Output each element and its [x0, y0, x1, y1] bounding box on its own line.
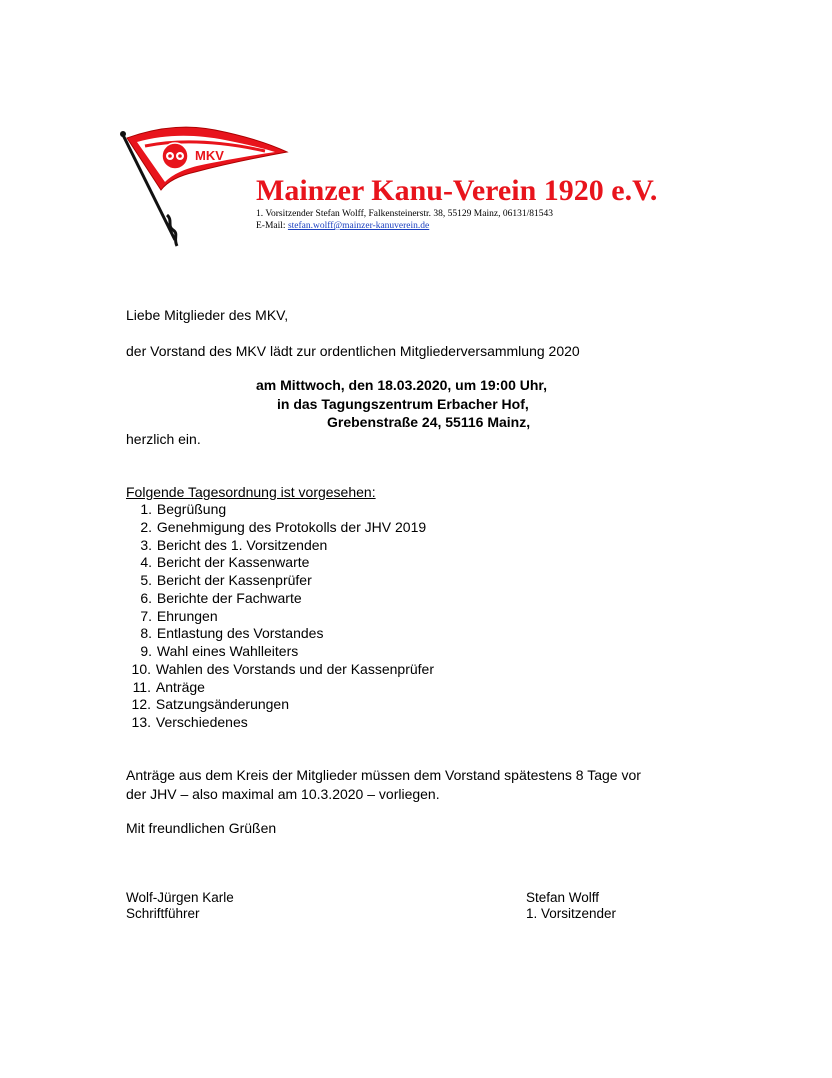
- greeting: Liebe Mitglieder des MKV,: [126, 307, 289, 323]
- agenda-item-number: 4.: [140, 554, 152, 571]
- agenda-item-number: 12.: [131, 696, 151, 713]
- agenda-item-text: Begrüßung: [156, 501, 227, 517]
- agenda-item-text: Bericht der Kassenwarte: [156, 554, 310, 571]
- list-item: [126, 714, 626, 732]
- list-item: [126, 554, 626, 572]
- list-item: [126, 696, 626, 714]
- list-item: [126, 519, 626, 537]
- intro-text: der Vorstand des MKV lädt zur ordentlichen Mitgliederversammlung 2020: [126, 343, 580, 359]
- club-name: Mainzer Kanu-Verein 1920 e.V.: [256, 174, 658, 207]
- email-link[interactable]: stefan.wolff@mainzer-kanuverein.de: [287, 221, 430, 231]
- email-line: [256, 221, 429, 231]
- agenda-list: [126, 501, 626, 732]
- agenda-item-text: Anträge: [155, 678, 205, 695]
- agenda-item-text: Wahlen des Vorstands und der Kassenprüfer: [155, 660, 434, 677]
- agenda-item-number: 1.: [140, 501, 152, 517]
- address-line: 1. Vorsitzender Stefan Wolff, Falkensteinerstr. 38, 55129 Mainz, 06131/81543: [256, 209, 553, 219]
- signature-right-name: Stefan Wolff: [526, 890, 600, 905]
- signature-right-role: 1. Vorsitzender: [526, 906, 617, 921]
- agenda-item-text: Genehmigung des Protokolls der JHV 2019: [156, 518, 427, 535]
- agenda-item-text: Wahl eines Wahlleiters: [156, 643, 299, 659]
- agenda-item-number: 11.: [132, 678, 151, 695]
- closing: Mit freundlichen Grüßen: [126, 820, 277, 836]
- agenda-item-text: Entlastung des Vorstandes: [156, 625, 324, 642]
- agenda-item-number: 5.: [140, 572, 152, 588]
- list-item: [126, 537, 626, 555]
- agenda-item-number: 3.: [140, 536, 152, 553]
- list-item: [126, 661, 626, 679]
- agenda-item-text: Berichte der Fachwarte: [156, 589, 302, 606]
- agenda-item-text: Bericht der Kassenprüfer: [156, 572, 312, 588]
- list-item: [126, 679, 626, 697]
- meeting-venue: in das Tagungszentrum Erbacher Hof,: [277, 396, 529, 412]
- agenda-item-number: 8.: [140, 625, 152, 642]
- agenda-item-text: Satzungsänderungen: [155, 696, 289, 713]
- agenda-item-number: 6.: [140, 589, 152, 606]
- agenda-item-number: 10.: [131, 660, 151, 677]
- list-item: [126, 501, 626, 519]
- agenda-item-text: Bericht des 1. Vorsitzenden: [156, 536, 328, 553]
- agenda-item-text: Verschiedenes: [155, 714, 248, 730]
- list-item: [126, 572, 626, 590]
- signature-left-name: Wolf-Jürgen Karle: [126, 890, 234, 905]
- list-item: [126, 625, 626, 643]
- agenda-title: Folgende Tagesordnung ist vorgesehen:: [126, 484, 376, 500]
- signature-left-role: Schriftführer: [126, 906, 200, 921]
- motions-line-1: Anträge aus dem Kreis der Mitglieder müssen dem Vorstand spätestens 8 Tage vor: [126, 767, 641, 783]
- motions-line-2: der JHV – also maximal am 10.3.2020 – vorliegen.: [126, 786, 440, 802]
- list-item: [126, 590, 626, 608]
- meeting-date: am Mittwoch, den 18.03.2020, um 19:00 Uhr,: [256, 377, 547, 393]
- list-item: [126, 608, 626, 626]
- agenda-item-text: Ehrungen: [156, 607, 218, 624]
- logo-text: MKV: [195, 148, 224, 163]
- agenda-item-number: 2.: [140, 518, 152, 535]
- meeting-address: Grebenstraße 24, 55116 Mainz,: [327, 414, 531, 430]
- invite-end: herzlich ein.: [126, 431, 201, 447]
- agenda-item-number: 9.: [140, 643, 152, 659]
- email-label: E-Mail:: [256, 221, 286, 231]
- list-item: [126, 643, 626, 661]
- agenda-item-number: 13.: [131, 714, 151, 730]
- agenda-item-number: 7.: [140, 607, 152, 624]
